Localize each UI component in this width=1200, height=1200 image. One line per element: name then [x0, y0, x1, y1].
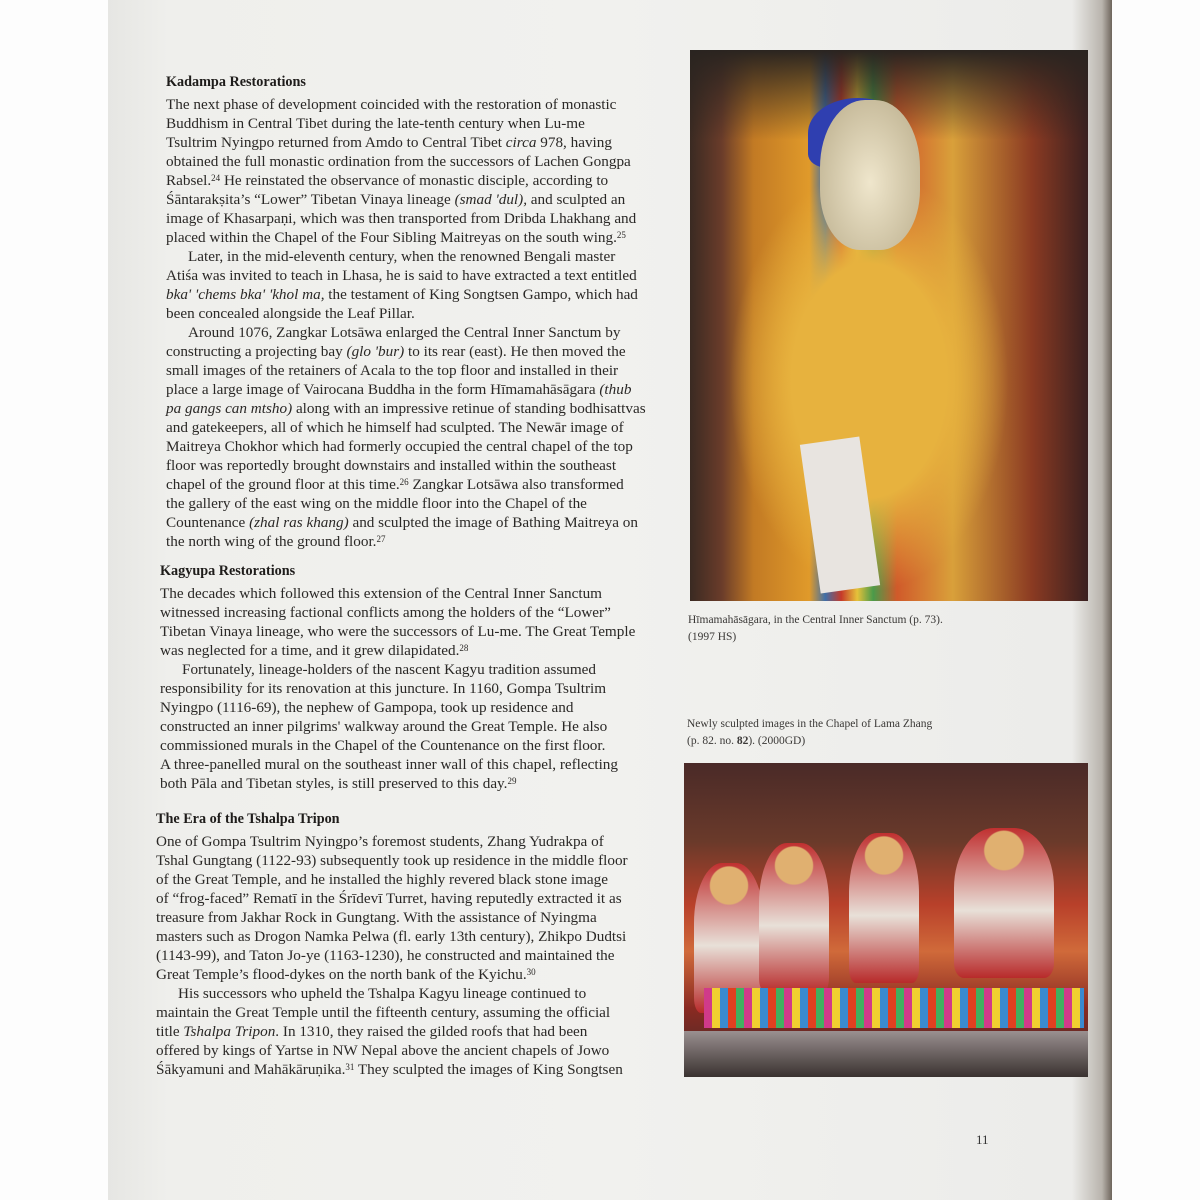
text-run: place a large image of Vairocana Buddha in the form Hīmamahāsāgara: [166, 381, 600, 398]
text-run: image of Khasarpaṇi, which was then transported from Dribda Lhakhang and: [166, 210, 637, 227]
text-line: [166, 114, 646, 133]
text-run: 978, having: [536, 134, 612, 151]
text-run: been concealed alongside the Leaf Pillar.: [166, 305, 415, 322]
text-line: [156, 889, 628, 908]
text-run: Śākyamuni and Mahākāruṇika.: [156, 1061, 346, 1078]
caption-number: 82: [736, 735, 749, 747]
text-run: He reinstated the observance of monastic disciple, according to: [220, 172, 609, 189]
footnote-ref: 31: [345, 1062, 355, 1072]
text-run: (glo 'bur): [346, 343, 405, 360]
text-line: [160, 774, 635, 793]
text-run: Around 1076, Zangkar Lotsāwa enlarged the Central Inner Sanctum by: [188, 324, 621, 341]
text-line: [166, 399, 646, 418]
text-run: Tsultrim Nyingpo returned from Amdo to Central Tibet: [166, 134, 506, 151]
caption-line: Newly sculpted images in the Chapel of Lama Zhang: [687, 718, 933, 730]
text-line: [156, 927, 628, 946]
text-line: [166, 437, 646, 456]
text-run: floor was reportedly brought downstairs and installed within the southeast: [166, 457, 617, 474]
text-line: [166, 152, 646, 171]
text-run: commissioned murals in the Chapel of the Countenance on the first floor.: [160, 737, 606, 754]
section-heading: Kadampa Restorations: [166, 74, 306, 90]
text-run: Buddhism in Central Tibet during the late-tenth century when Lu-me: [166, 115, 585, 132]
text-run: (1143-99), and Taton Jo-ye (1163-1230), he constructed and maintained the: [156, 947, 615, 964]
text-run: Later, in the mid-eleventh century, when the renowned Bengali master: [188, 248, 616, 265]
text-line: [156, 832, 628, 851]
text-run: small images of the retainers of Acala to the top floor and installed in their: [166, 362, 619, 379]
text-line: [156, 1060, 628, 1079]
section-heading: The Era of the Tshalpa Tripon: [156, 811, 340, 827]
text-run: the testament of King Songtsen Gampo, which had: [324, 286, 638, 303]
text-run: His successors who upheld the Tshalpa Kagyu lineage continued to: [178, 985, 587, 1002]
text-run: Great Temple’s flood-dykes on the north bank of the Kyichu.: [156, 966, 527, 983]
text-line: [166, 494, 646, 513]
section-kadampa-restorations: [166, 73, 646, 551]
text-line: [166, 285, 646, 304]
page-number: 11: [976, 1132, 989, 1147]
text-line: [166, 171, 646, 190]
caption-photo-2: [687, 716, 932, 750]
text-run: (zhal ras khang): [249, 514, 349, 531]
caption-photo-1: [688, 612, 943, 646]
text-run: responsibility for its renovation at this juncture. In 1160, Gompa Tsultrim: [160, 680, 607, 697]
text-run: constructed an inner pilgrims' walkway around the Great Temple. He also: [160, 718, 608, 735]
text-line: [166, 418, 646, 437]
text-line: [160, 660, 635, 679]
text-run: maintain the Great Temple until the fifteenth century, assuming the official: [156, 1004, 611, 1021]
text-line: [160, 641, 635, 660]
text-run: The decades which followed this extension of the Central Inner Sanctum: [160, 585, 602, 602]
text-run: and gatekeepers, all of which he himself had sculpted. The Newār image of: [166, 419, 624, 436]
text-line: [166, 266, 646, 285]
caption-credit: [687, 733, 932, 750]
text-line: [166, 133, 646, 152]
footnote-ref: 30: [526, 967, 536, 977]
text-run: the gallery of the east wing on the middle floor into the Chapel of the: [166, 495, 587, 512]
text-run: (thub: [599, 381, 632, 398]
text-run: Fortunately, lineage-holders of the nascent Kagyu tradition assumed: [182, 661, 597, 678]
text-line: [160, 603, 635, 622]
photo-chapel-lama-zhang-images: [684, 763, 1088, 1077]
text-run: the north wing of the ground floor.: [166, 533, 377, 550]
footnote-ref: 24: [211, 173, 221, 183]
text-line: [166, 532, 646, 551]
text-line: [156, 1041, 628, 1060]
text-line: [156, 1003, 628, 1022]
text-run: Atiśa was invited to teach in Lhasa, he is said to have extracted a text entitled: [166, 267, 637, 284]
text-run: One of Gompa Tsultrim Nyingpo’s foremost students, Zhang Yudrakpa of: [156, 833, 604, 850]
text-run: Śāntarakṣita’s “Lower” Tibetan Vinaya lineage: [166, 191, 455, 208]
text-run: Countenance: [166, 514, 250, 531]
text-line: [166, 456, 646, 475]
text-line: [166, 247, 646, 266]
text-line: [156, 1022, 628, 1041]
text-run: of the Great Temple, and he installed the highly revered black stone image: [156, 871, 609, 888]
text-run: was neglected for a time, and it grew dilapidated.: [160, 642, 460, 659]
text-run: Tshalpa Tripon: [183, 1023, 276, 1040]
text-run: Tibetan Vinaya lineage, who were the successors of Lu-me. The Great Temple: [160, 623, 636, 640]
text-line: [166, 228, 646, 247]
text-run: A three-panelled mural on the southeast inner wall of this chapel, reflecting: [160, 756, 618, 773]
section-era-of-tshalpa-tripon: [156, 810, 628, 1079]
text-run: title: [156, 1023, 184, 1040]
text-line: [166, 95, 646, 114]
text-run: The next phase of development coincided with the restoration of monastic: [166, 96, 617, 113]
caption-text: (p. 82. no.: [687, 735, 737, 747]
text-line: [166, 304, 646, 323]
text-line: [166, 342, 646, 361]
text-run: placed within the Chapel of the Four Sibling Maitreyas on the south wing.: [166, 229, 617, 246]
text-line: [156, 965, 628, 984]
text-line: [166, 190, 646, 209]
text-line: [160, 584, 635, 603]
text-line: [160, 679, 635, 698]
text-line: [166, 361, 646, 380]
text-line: [156, 870, 628, 889]
text-line: [160, 717, 635, 736]
text-run: . In 1310, they raised the gilded roofs that had been: [275, 1023, 588, 1040]
text-line: [166, 323, 646, 342]
text-run: pa gangs can mtsho): [166, 400, 293, 417]
footnote-ref: 29: [507, 776, 517, 786]
caption-line: Hīmamahāsāgara, in the Central Inner Sanctum (p. 73).: [688, 614, 943, 626]
text-line: [160, 755, 635, 774]
text-run: masters such as Drogon Namka Pelwa (fl. early 13th century), Zhikpo Dudtsi: [156, 928, 627, 945]
photo-himamahasagara-statue: [690, 50, 1088, 601]
text-line: [166, 513, 646, 532]
text-run: Rabsel.: [166, 172, 212, 189]
text-run: Nyingpo (1116-69), the nephew of Gampopa, took up residence and: [160, 699, 574, 716]
text-run: Tshal Gungtang (1122-93) subsequently took up residence in the middle floor: [156, 852, 628, 869]
text-run: obtained the full monastic ordination from the successors of Lachen Gongpa: [166, 153, 631, 170]
text-line: [160, 622, 635, 641]
text-run: Maitreya Chokhor which had formerly occupied the central chapel of the top: [166, 438, 633, 455]
footnote-ref: 28: [459, 643, 469, 653]
text-line: [166, 475, 646, 494]
footnote-ref: 26: [399, 477, 409, 487]
text-run: of “frog-faced” Rematī in the Śrīdevī Turret, having reputedly extracted it as: [156, 890, 622, 907]
text-run: (smad 'dul),: [454, 191, 527, 208]
text-run: Zangkar Lotsāwa also transformed: [408, 476, 624, 493]
text-run: circa: [505, 134, 537, 151]
text-run: to its rear (east). He then moved the: [404, 343, 626, 360]
text-run: witnessed increasing factional conflicts among the holders of the “Lower”: [160, 604, 611, 621]
text-line: [156, 851, 628, 870]
text-run: and sculpted an: [527, 191, 626, 208]
text-run: treasure from Jakhar Rock in Gungtang. With the assistance of Nyingma: [156, 909, 597, 926]
caption-credit: (1997 HS): [688, 631, 737, 643]
footnote-ref: 27: [376, 534, 386, 544]
text-run: constructing a projecting bay: [166, 343, 347, 360]
text-line: [156, 946, 628, 965]
section-heading: Kagyupa Restorations: [160, 563, 296, 579]
text-run: offered by kings of Yartse in NW Nepal above the ancient chapels of Jowo: [156, 1042, 610, 1059]
footnote-ref: 25: [616, 230, 626, 240]
text-run: bka' 'chems bka' 'khol ma,: [166, 286, 325, 303]
text-run: They sculpted the images of King Songtsen: [354, 1061, 623, 1078]
text-line: [166, 209, 646, 228]
text-run: along with an impressive retinue of standing bodhisattvas: [292, 400, 646, 417]
section-kagyupa-restorations: [160, 562, 635, 793]
text-line: [166, 380, 646, 399]
text-line: [156, 908, 628, 927]
text-run: and sculpted the image of Bathing Maitreya on: [348, 514, 638, 531]
text-line: [160, 736, 635, 755]
text-line: [156, 984, 628, 1003]
text-run: both Pāla and Tibetan styles, is still preserved to this day.: [160, 775, 508, 792]
text-run: chapel of the ground floor at this time.: [166, 476, 400, 493]
caption-text: ). (2000GD): [748, 735, 806, 747]
text-line: [160, 698, 635, 717]
